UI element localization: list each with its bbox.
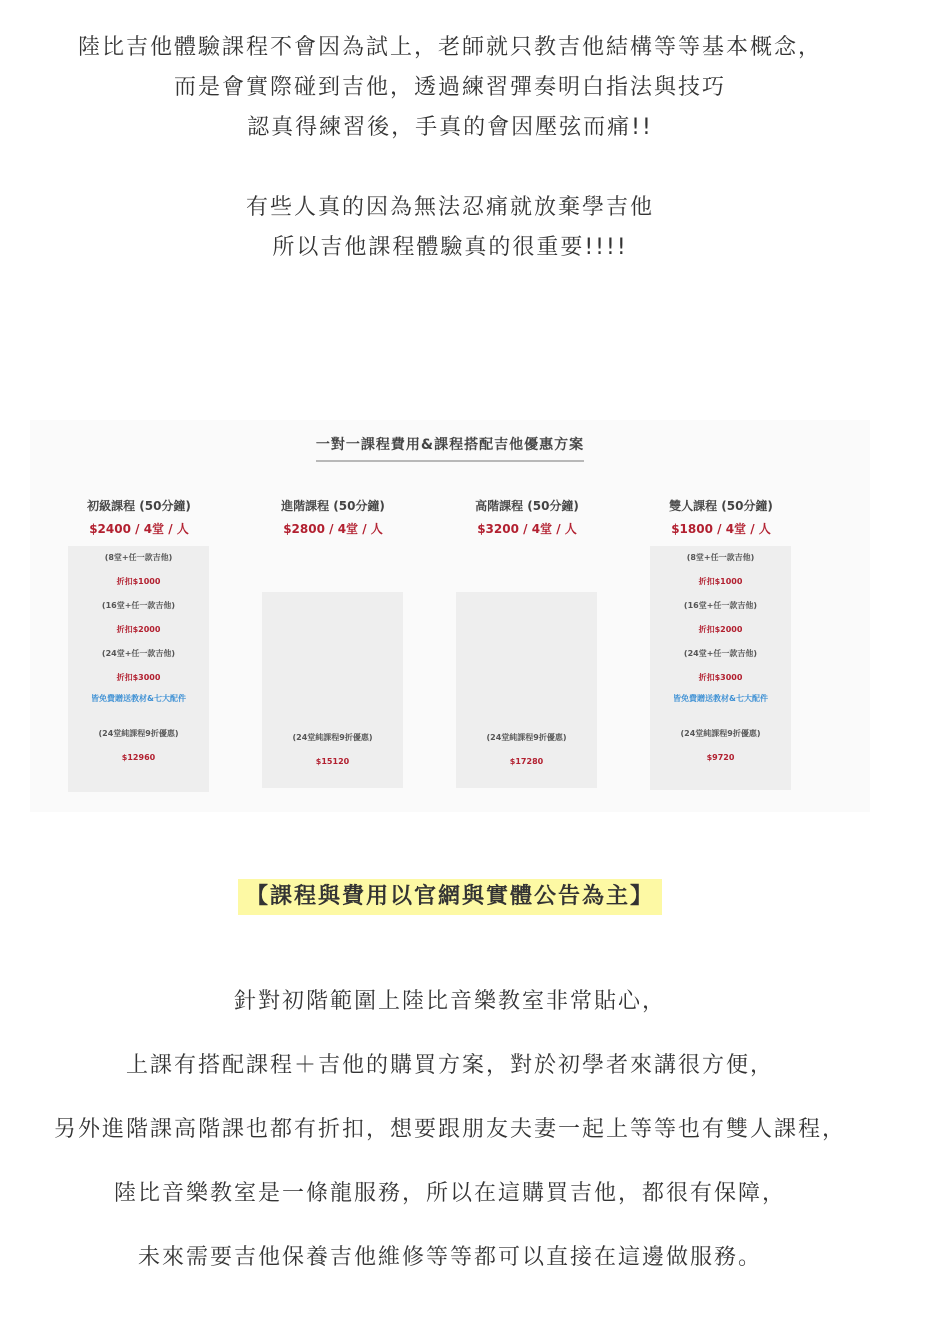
outro-line: 未來需要吉他保養吉他維修等等都可以直接在這邊做服務。: [137, 1245, 762, 1270]
package-label: (24堂純課程9折優惠): [98, 729, 179, 738]
package-price: $15120: [315, 757, 350, 766]
offer-discount: 折扣$2000: [116, 625, 161, 634]
gift-note: 皆免費贈送教材&七大配件: [673, 694, 768, 703]
intro-line: 有些人真的因為無法忍痛就放棄學吉他: [245, 195, 654, 220]
intro-line: 而是會實際碰到吉他，透過練習彈奏明白指法與技巧: [173, 75, 726, 100]
offer-discount: 折扣$1000: [116, 577, 161, 586]
course-name: 進階課程 (50分鐘): [281, 499, 385, 513]
offer-discount: 折扣$2000: [698, 625, 743, 634]
pricing-title: 一對一課程費用&課程搭配吉他優惠方案: [30, 434, 870, 462]
offer-box: [650, 546, 791, 790]
outro-line: 上課有搭配課程＋吉他的購買方案，對於初學者來講很方便，: [125, 1053, 774, 1078]
gift-note: 皆免費贈送教材&七大配件: [91, 694, 186, 703]
offer-label: (24堂+任一款吉他): [683, 649, 758, 658]
course-column-duo: [646, 496, 796, 762]
offer-box: [262, 592, 403, 788]
course-price: $2800 / 4堂 / 人: [283, 522, 383, 536]
course-price: $2400 / 4堂 / 人: [89, 522, 189, 536]
offer-label: (8堂+任一款吉他): [104, 553, 173, 562]
pricing-table-image: [30, 420, 870, 812]
course-name: 雙人課程 (50分鐘): [669, 499, 773, 513]
offer-label: (24堂+任一款吉他): [101, 649, 176, 658]
intro-line: 認真得練習後，手真的會因壓弦而痛!!: [247, 115, 653, 140]
package-label: (24堂純課程9折優惠): [680, 729, 761, 738]
offer-box: [456, 592, 597, 788]
package-label: (24堂純課程9折優惠): [292, 733, 373, 742]
outro-line: 針對初階範圍上陸比音樂教室非常貼心，: [233, 989, 666, 1014]
intro-line: 所以吉他課程體驗真的很重要!!!!: [272, 235, 628, 260]
offer-label: (8堂+任一款吉他): [686, 553, 755, 562]
course-price: $3200 / 4堂 / 人: [477, 522, 577, 536]
outro-line: 陸比音樂教室是一條龍服務，所以在這購買吉他，都很有保障，: [113, 1181, 786, 1206]
package-price: $12960: [121, 753, 156, 762]
offer-box: [68, 546, 209, 792]
package-price: $17280: [509, 757, 544, 766]
outro-text: [0, 986, 900, 1306]
course-column-beginner: [64, 496, 214, 762]
offer-discount: 折扣$1000: [698, 577, 743, 586]
intro-text: [0, 28, 900, 268]
intro-line: 陸比吉他體驗課程不會因為試上，老師就只教吉他結構等等基本概念，: [77, 35, 822, 60]
course-price: $1800 / 4堂 / 人: [671, 522, 771, 536]
offer-label: (16堂+任一款吉他): [683, 601, 758, 610]
notice-banner: [0, 879, 900, 915]
course-name: 高階課程 (50分鐘): [475, 499, 579, 513]
offer-discount: 折扣$3000: [698, 673, 743, 682]
notice-text: 【課程與費用以官網與實體公告為主】: [238, 879, 662, 915]
offer-label: (16堂+任一款吉他): [101, 601, 176, 610]
package-price: $9720: [706, 753, 735, 762]
offer-discount: 折扣$3000: [116, 673, 161, 682]
course-name: 初級課程 (50分鐘): [87, 499, 191, 513]
package-label: (24堂純課程9折優惠): [486, 733, 567, 742]
course-column-intermediate: [258, 496, 408, 766]
course-column-advanced: [452, 496, 602, 766]
outro-line: 另外進階課高階課也都有折扣，想要跟朋友夫妻一起上等等也有雙人課程，: [53, 1117, 846, 1142]
